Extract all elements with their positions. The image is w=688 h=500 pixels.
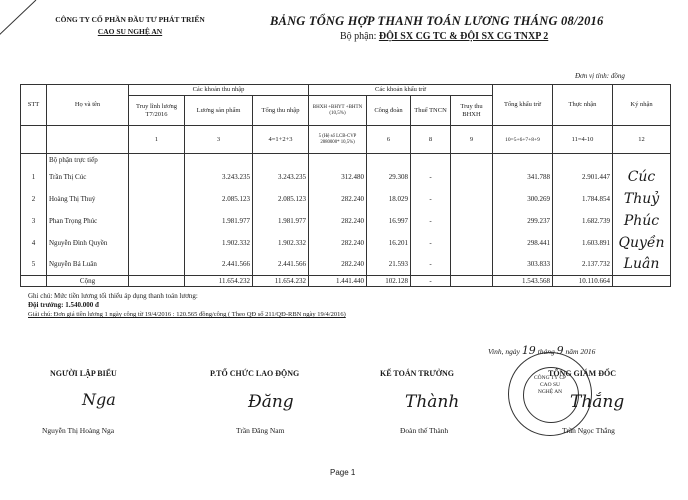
formula-cell: 1 [129,126,185,154]
formula-cell: 6 [367,126,411,154]
department [340,31,548,42]
header-truy-linh: Truy lĩnh lương T7/2016 [129,96,185,126]
header-ky-nhan: Ký nhận [613,85,671,126]
row-tong: 1.902.332 [253,232,309,254]
row-stt: 2 [21,188,47,210]
date-mid2: năm 2016 [565,347,596,356]
header-deduct-group: Các khoản khấu trừ [309,85,493,96]
row-name: Trần Thị Cúc [47,166,129,188]
company-header [20,14,240,38]
signer-name: Nguyễn Thị Hoàng Nga [42,426,115,435]
row-tong-khau-tru: 299.237 [493,210,553,232]
total-bhxh: 1.441.440 [309,276,367,287]
row-thue: - [411,188,451,210]
row-luong-sp: 1.981.977 [185,210,253,232]
row-tong-khau-tru: 341.788 [493,166,553,188]
formula-cell: 5 (Hệ số LCB-CVP 2880000* 10,5%) [309,126,367,154]
header-tong-thu-nhap: Tổng thu nhập [253,96,309,126]
header-thuc-nhan: Thực nhận [553,85,613,126]
row-thue: - [411,232,451,254]
header-bhxh: BHXH +BHYT +BHTN (10,5%) [309,96,367,126]
header-name: Họ và tên [47,85,129,126]
department-value: ĐỘI SX CG TC & ĐỘI SX CG TNXP 2 [378,31,549,42]
row-luong-sp: 2.441.566 [185,254,253,276]
total-cong-doan: 102.128 [367,276,411,287]
total-luong-sp: 11.654.232 [185,276,253,287]
formula-cell [47,126,129,154]
row-name: Hoàng Thị Thuỷ [47,188,129,210]
formula-cell: 11=4-10 [553,126,613,154]
notes [28,292,346,319]
row-name: Phan Trọng Phúc [47,210,129,232]
row-luong-sp: 1.902.332 [185,232,253,254]
header-truy-thu: Truy thu BHXH [451,96,493,126]
row-tong: 3.243.235 [253,166,309,188]
row-name: Nguyễn Bá Luân [47,254,129,276]
row-thuc-nhan: 1.784.854 [553,188,613,210]
row-thuc-nhan: 1.603.891 [553,232,613,254]
total-tong-khau-tru: 1.543.568 [493,276,553,287]
formula-cell: 3 [185,126,253,154]
formula-cell: 4=1+2+3 [253,126,309,154]
row-bhxh: 312.480 [309,166,367,188]
table-row [21,166,671,188]
row-stt: 3 [21,210,47,232]
stamp-line3: NGHỆ AN [537,389,563,395]
formula-cell: 12 [613,126,671,154]
header-stt: STT [21,85,47,126]
row-tong: 2.085.123 [253,188,309,210]
row-name: Nguyễn Đình Quyền [47,232,129,254]
row-tong-khau-tru: 303.833 [493,254,553,276]
row-bhxh: 282.240 [309,210,367,232]
company-line1: CÔNG TY CỔ PHẦN ĐẦU TƯ PHÁT TRIỂN [55,15,205,24]
total-thue: - [411,276,451,287]
total-label: Cộng [47,276,129,287]
stamp-line1: CÔNG TY CP [533,375,567,381]
signer-name: Trần Ngọc Thắng [562,426,615,435]
note-line3: Giải chú: Đơn giá tiền lương 1 ngày công từ 19/4/2016 : 120.565 đồng/công ( Theo QĐ số 211/QĐ-RBN ngày 19/4/2016) [28,311,346,318]
header-cong-doan: Công đoàn [367,96,411,126]
row-signature: Cúc [613,166,671,188]
row-stt: 5 [21,254,47,276]
signer-name: Đoàn thế Thành [400,426,449,435]
row-cong-doan: 16.997 [367,210,411,232]
signer-name: Trần Đăng Nam [236,426,285,435]
row-cong-doan: 16.201 [367,232,411,254]
department-label: Bộ phận: [340,31,377,42]
row-tong: 1.981.977 [253,210,309,232]
document-title: BẢNG TỔNG HỢP THANH TOÁN LƯƠNG THÁNG 08/2016 [270,14,604,28]
date-month: 9 [556,344,564,357]
salary-table [20,84,671,287]
total-row [21,276,671,287]
header-luong-sp: Lương sản phẩm [185,96,253,126]
row-thuc-nhan: 2.901.447 [553,166,613,188]
section-label: Bộ phận trực tiếp [47,154,129,166]
note-line1: Ghi chú: Mức tiền lương tối thiểu áp dụng thanh toán lương: [28,292,198,300]
table-row [21,254,671,276]
formula-row [21,126,671,154]
row-cong-doan: 29.308 [367,166,411,188]
row-bhxh: 282.240 [309,254,367,276]
row-luong-sp: 2.085.123 [185,188,253,210]
stamp-line2: CAO SU [539,382,561,388]
total-thuc-nhan: 10.110.664 [553,276,613,287]
signer-role: KẾ TOÁN TRƯỞNG [380,369,454,378]
row-luong-sp: 3.243.235 [185,166,253,188]
signer-role: P.TỔ CHỨC LAO ĐỘNG [210,369,300,378]
row-stt: 4 [21,232,47,254]
row-cong-doan: 21.593 [367,254,411,276]
company-line2: CAO SU NGHỆ AN [97,27,163,36]
place-prefix: Vinh, ngày [488,347,520,356]
table-row [21,210,671,232]
row-thue: - [411,210,451,232]
row-signature: Phúc [613,210,671,232]
header-tong-khau-tru: Tổng khấu trừ [493,85,553,126]
section-row [21,154,671,166]
row-tong: 2.441.566 [253,254,309,276]
formula-cell: 9 [451,126,493,154]
signer-role: TỔNG GIÁM ĐỐC [548,369,616,378]
row-tong-khau-tru: 300.269 [493,188,553,210]
unit-label: Đơn vị tính: đồng [575,72,625,80]
row-signature: Quyền [613,232,671,254]
signature-director: Thắng [570,392,625,412]
total-tong: 11.654.232 [253,276,309,287]
signer-role: NGƯỜI LẬP BIỂU [50,369,117,378]
row-signature: Thuỷ [613,188,671,210]
row-tong-khau-tru: 298.441 [493,232,553,254]
row-thue: - [411,254,451,276]
page-number: Page 1 [330,468,356,477]
row-bhxh: 282.240 [309,232,367,254]
table-row [21,232,671,254]
note-line2: Đội trưởng: 1.540.000 đ [28,301,99,309]
date-day: 19 [521,344,536,357]
row-stt: 1 [21,166,47,188]
row-thuc-nhan: 2.137.732 [553,254,613,276]
row-signature: Luân [613,254,671,276]
header-thue: Thuế TNCN [411,96,451,126]
table-row [21,188,671,210]
signature-labor: Đăng [248,392,294,412]
formula-cell: 10=5+6+7+8+9 [493,126,553,154]
header-income-group: Các khoản thu nhập [129,85,309,96]
formula-cell: 8 [411,126,451,154]
date-mid1: tháng [537,347,555,356]
signature-preparer: Nga [82,390,116,409]
row-thuc-nhan: 1.682.739 [553,210,613,232]
formula-cell [21,126,47,154]
row-cong-doan: 18.029 [367,188,411,210]
row-bhxh: 282.240 [309,188,367,210]
signature-accountant: Thành [405,392,460,412]
row-thue: - [411,166,451,188]
